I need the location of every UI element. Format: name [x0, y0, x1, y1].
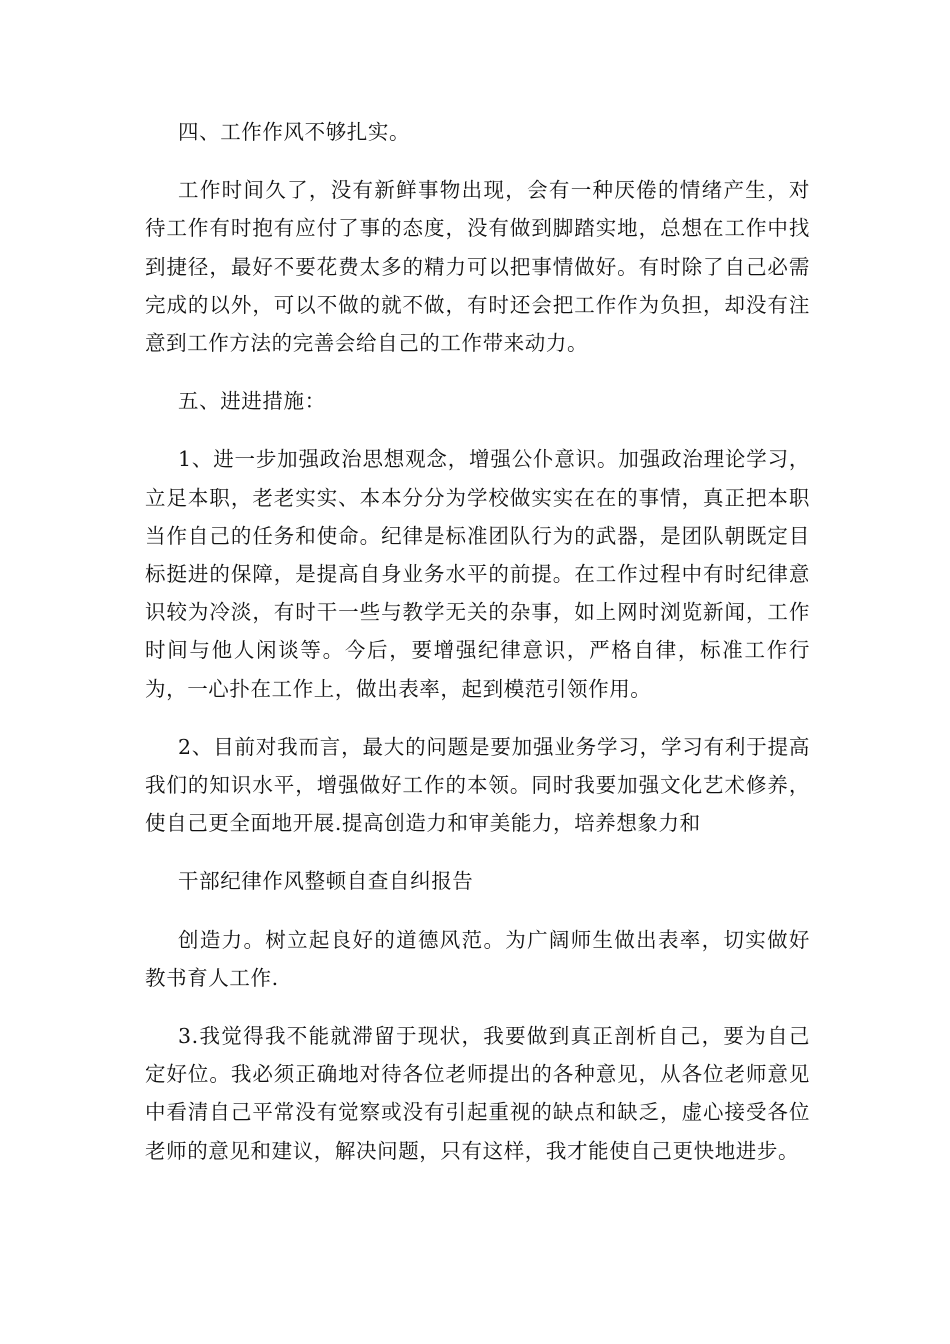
paragraph-measure-two: 2、目前对我而言，最大的问题是要加强业务学习，学习有利于提高我们的知识水平，增强做好工作的本领。同时我要加强文化艺术修养，使自己更全面地开展.提高创造力和审美能力，培养想象力和: [145, 734, 810, 836]
paragraph-work-style: 工作时间久了，没有新鲜事物出现，会有一种厌倦的情绪产生，对待工作有时抱有应付了事的态度，没有做到脚踏实地，总想在工作中找到捷径，最好不要花费太多的精力可以把事情做好。有时除了自己必需完成的以外，可以不做的就不做，有时还会把工作作为负担，却没有注意到工作方法的完善会给自己的工作带来动力。: [145, 178, 810, 356]
paragraph-measure-one: 1、进一步加强政治思想观念，增强公仆意识。加强政治理论学习，立足本职，老老实实、本本分分为学校做实实在在的事情，真正把本职当作自己的任务和使命。纪律是标准团队行为的武器，是团队朝既定目标挺进的保障，是提高自身业务水平的前提。在工作过程中有时纪律意识较为冷淡，有时干一些与教学无关的杂事，如上网时浏览新闻，工作时间与他人闲谈等。今后，要增强纪律意识，严格自律，标准工作行为，一心扑在工作上，做出表率，起到模范引领作用。: [145, 447, 810, 701]
paragraph-measure-two-continued: 创造力。树立起良好的道德风范。为广阔师生做出表率，切实做好教书育人工作.: [145, 927, 810, 990]
section-heading-five: 五、进进措施：: [178, 389, 326, 414]
paragraph-measure-three: 3.我觉得我不能就滞留于现状，我要做到真正剖析自己，要为自己定好位。我必须正确地对待各位老师提出的各种意见，从各位老师意见中看清自己平常没有觉察或没有引起重视的缺点和缺乏，虚心接受各位老师的意见和建议，解决问题，只有这样，我才能使自己更快地进步。: [145, 1024, 810, 1163]
section-heading-four: 四、工作作风不够扎实。: [178, 120, 411, 144]
document-title-line: 干部纪律作风整顿自查自纠报告: [178, 869, 474, 894]
